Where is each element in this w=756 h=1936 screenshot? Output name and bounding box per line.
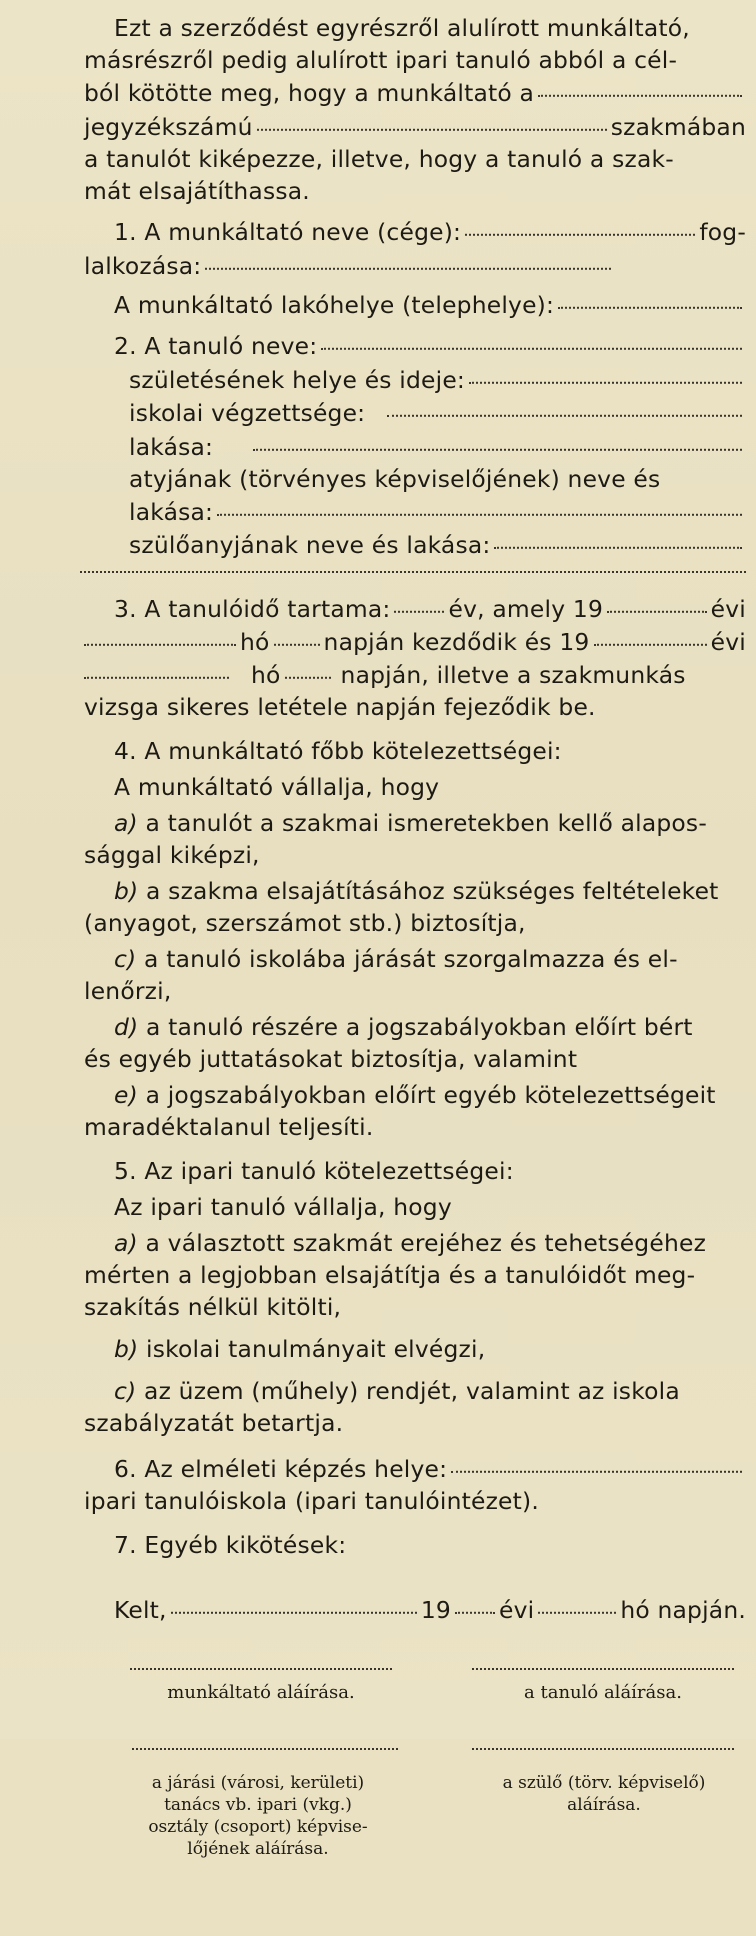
s4-e-marker: e) [114,1081,138,1110]
employer-signature-label: munkáltató aláírása. [167,1682,355,1704]
s1-employer-name-label: 1. A munkáltató neve (cége): [114,218,462,247]
parent-label-1: a szülő (törv. képviselő) [502,1773,706,1794]
s3-start-text: napján kezdődik és 19 [323,628,590,657]
s2-father-address-label: lakása: [129,497,214,526]
s4-b-text: a szakma elsajátításához szükséges feltételeket [146,877,719,906]
s3-start-month: hó [240,628,270,657]
fill-line-residence [558,283,742,308]
s5-c [84,1375,746,1407]
fill-line-occupation [205,244,611,269]
s5-c-text: az üzem (műhely) rendjét, valamint az iskola [144,1377,680,1406]
intro-line-6: mát elsajátíthassa. [84,176,310,205]
fill-line-start-day [274,620,320,645]
fill-line-extra [80,561,746,573]
fill-line-education [387,392,742,417]
s2-mother [84,528,746,561]
s1-residence-label: A munkáltató lakóhelye (telephelye): [114,290,555,319]
s4-e-text: a jogszabályokban előírt egyéb kötelezettségeit [145,1081,716,1110]
s3-exam: vizsga sikeres letétele napján fejeződik be. [84,693,596,722]
s3-start-end: évi [710,628,746,657]
s4-title: 4. A munkáltató főbb kötelezettségei: [114,737,562,766]
s3-duration-mid: év, amely 19 [448,594,604,623]
intro-line-4-text: jegyzékszámú [84,112,253,141]
intro-line-1: Ezt a szerződést egyrészről alulírott munkáltató, [114,14,690,42]
fill-line-birth [469,358,742,383]
s5-a-cont2: szakítás nélkül kitölti, [84,1293,342,1322]
s2-father: atyjának (törvényes képviselőjének) neve és [129,464,661,493]
s4-d-cont: és egyéb juttatásokat biztosítja, valamint [84,1045,578,1074]
fill-line-address [253,425,742,450]
s3-end-month: hó [251,661,281,690]
s4-c-cont: lenőrzi, [84,977,172,1006]
signature-area [84,1656,746,1936]
fill-line-training-place [451,1447,742,1472]
s5-c-marker: c) [114,1377,137,1406]
intro-line-4-trade: szakmában [610,112,746,141]
intro-line-4 [84,109,746,142]
s2-apprentice-name-label: 2. A tanuló neve: [114,332,318,361]
s4-c-marker: c) [114,945,137,974]
fill-line-apprentice-name [321,325,742,350]
fill-line-registry-number [257,105,607,130]
s4-d-marker: d) [114,1013,139,1042]
apprentice-signature-label: a tanuló aláírása. [524,1682,682,1704]
fill-line-month [538,1589,616,1614]
fill-line-start-month [84,620,236,645]
s4-c [84,943,746,975]
kelt-label: Kelt, [114,1596,167,1625]
kelt-line [84,1593,746,1626]
s4-a-text: a tanulót a szakmai ismeretekben kellő alapos- [145,809,707,838]
s7-title: 7. Egyéb kikötések: [114,1530,347,1559]
s6-place-label: 6. Az elméleti képzés helye: [114,1454,448,1483]
fill-line-employer-name [465,211,695,236]
s5-intro: Az ipari tanuló vállalja, hogy [114,1193,452,1222]
s2-address-label: lakása: [129,432,214,461]
s4-intro: A munkáltató vállalja, hogy [114,773,440,802]
council-label-1: a járási (városi, kerületi) [151,1773,365,1794]
s2-education-label: iskolai végzettsége: [129,399,366,428]
s5-a-cont: mérten a legjobban elsajátítja és a tanulóidőt meg- [84,1261,696,1290]
parent-label-2: aláírása. [567,1795,641,1816]
fill-line-years [394,587,444,612]
s4-a-cont: sággal kiképzi, [84,841,260,870]
s4-e-cont: maradéktalanul teljesíti. [84,1113,374,1142]
fill-line-end-day [285,654,331,679]
s6-place [84,1451,746,1484]
s5-c-cont: szabályzatát betartja. [84,1409,344,1438]
council-signature-label [108,1772,408,1860]
kelt-year: 19 [420,1596,451,1625]
s4-b [84,875,746,907]
employer-signature-line [130,1668,392,1670]
intro-line-2: másrészről pedig alulírott ipari tanuló abból a cél- [84,46,678,74]
fill-line-start-year [607,587,707,612]
s2-mother-label: szülőanyjának neve és lakása: [129,531,491,560]
s5-title: 5. Az ipari tanuló kötelezettségei: [114,1157,514,1186]
council-label-2: tanács vb. ipari (vkg.) [164,1795,352,1816]
kelt-day: hó napján. [620,1596,746,1625]
s5-a [84,1227,746,1259]
s4-b-cont: (anyagot, szerszámot stb.) biztosítja, [84,909,526,938]
contract-text [84,12,746,1626]
s5-a-text: a választott szakmát erejéhez és tehetségéhez [145,1229,707,1258]
s5-a-marker: a) [114,1229,138,1258]
s4-e [84,1079,746,1111]
fill-line-place [171,1589,417,1614]
s1-occupation-start: fog- [699,218,746,247]
s4-a-marker: a) [114,809,138,838]
s1-residence [84,288,746,321]
fill-line-end-month [84,654,229,679]
s3-end [84,658,746,691]
intro-line-3-text: ból kötötte meg, hogy a munkáltató a [84,79,535,108]
s3-duration-end: évi [710,594,746,623]
s5-b [84,1333,746,1365]
s5-b-text: iskolai tanulmányait elvégzi, [146,1335,486,1364]
s6-school: ipari tanulóiskola (ipari tanulóintézet). [84,1486,539,1515]
s4-d-text: a tanuló részére a jogszabályokban előírt bért [146,1013,693,1042]
fill-line-end-year [594,620,707,645]
s2-address [84,429,746,462]
council-signature-line [132,1748,398,1750]
s1-occupation-label: lalkozása: [84,251,202,280]
apprentice-signature-line [472,1668,734,1670]
s4-c-text: a tanuló iskolába járását szorgalmazza és el- [144,945,678,974]
s4-d [84,1011,746,1043]
s5-b-marker: b) [114,1335,139,1364]
council-label-4: lőjének aláírása. [187,1839,329,1860]
fill-line-year [455,1589,495,1614]
kelt-evi: évi [498,1596,535,1625]
intro-line-5: a tanulót kiképezze, illetve, hogy a tanuló a szak- [84,144,674,173]
s1-occupation [84,248,746,281]
parent-signature-label [464,1772,744,1816]
s4-a [84,807,746,839]
fill-line-mother [494,524,742,549]
s3-duration-label: 3. A tanulóidő tartama: [114,594,391,623]
fill-line-father-address [217,490,742,515]
s3-end-text: napján, illetve a szakmunkás [340,661,686,690]
council-label-3: osztály (csoport) képvise- [148,1817,368,1838]
s4-b-marker: b) [114,877,139,906]
parent-signature-line [472,1748,734,1750]
s2-birth-label: születésének helye és ideje: [129,365,466,394]
fill-line-employer-of [538,72,742,97]
